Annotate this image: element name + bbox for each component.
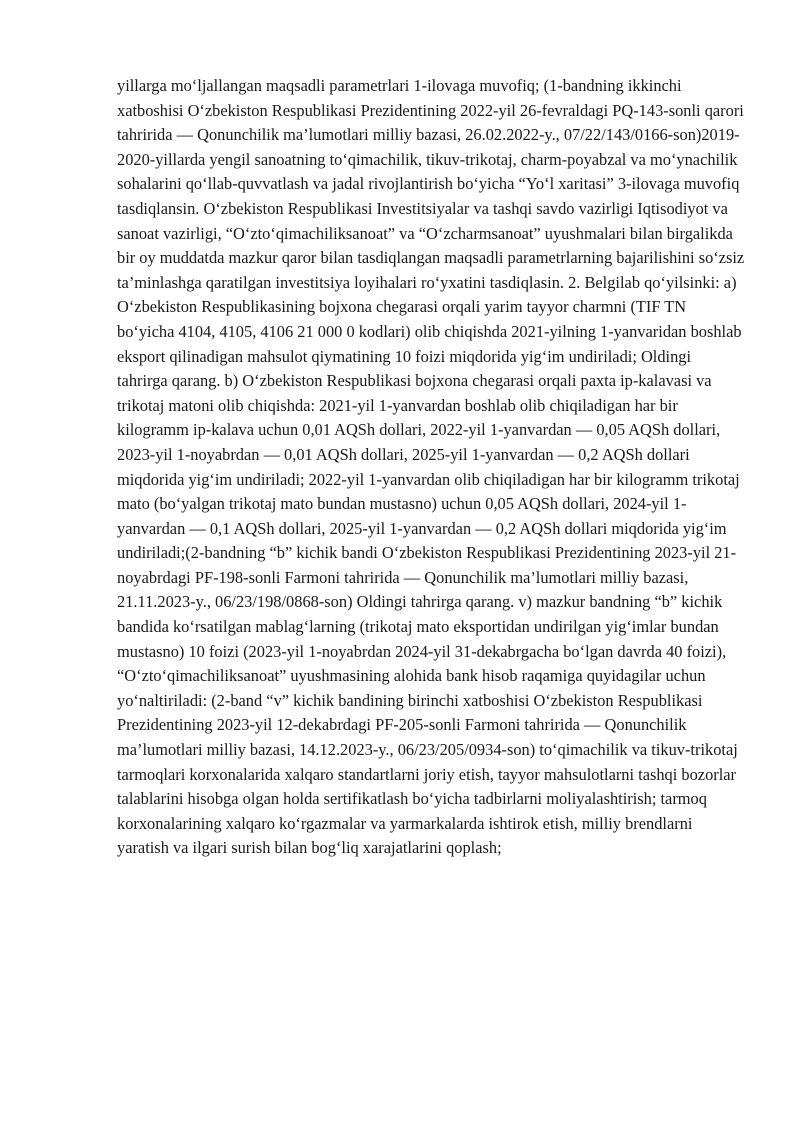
document-body-paragraph: yillarga mo‘ljallangan maqsadli parametrlari 1-ilovaga muvofiq; (1-bandning ikkinchi xatboshisi O‘zbekiston Respublikasi Prezidentining 2022-yil 26-fevraldagi PQ-143-sonli qarori tahririda — Qonunchilik ma’lumotlari milliy bazasi, 26.02.2022-y., 07/22/143/0166-son)2019-2020-yillarda yengil sanoatning to‘qimachilik, tikuv-trikotaj, charm-poyabzal va mo‘ynachilik sohalarini qo‘llab-quvvatlash va jadal rivojlantirish bo‘yicha “Yo‘l xaritasi” 3-ilovaga muvofiq tasdiqlansin. O‘zbekiston Respublikasi Investitsiyalar va tashqi savdo vazirligi Iqtisodiyot va sanoat vazirligi, “O‘zto‘qimachiliksanoat” va “O‘zcharmsanoat” uyushmalari bilan birgalikda bir oy muddatda mazkur qaror bilan tasdiqlangan maqsadli parametrlarning bajarilishini so‘zsiz ta’minlashga qaratilgan investitsiya loyihalari ro‘yxatini tasdiqlasin. 2. Belgilab qo‘yilsinki: a) O‘zbekiston Respublikasining bojxona chegarasi orqali yarim tayyor charmni (TIF TN bo‘yicha 4104, 4105, 4106 21 000 0 kodlari) olib chiqishda 2021-yilning 1-yanvaridan boshlab eksport qilinadigan mahsulot qiymatining 10 foizi miqdorida yig‘im undiriladi; Oldingi tahrirga qarang. b) O‘zbekiston Respublikasi bojxona chegarasi orqali paxta ip-kalavasi va trikotaj matoni olib chiqishda: 2021-yil 1-yanvardan boshlab olib chiqiladigan har bir kilogramm ip-kalava uchun 0,01 AQSh dollari, 2022-yil 1-yanvardan — 0,05 AQSh dollari, 2023-yil 1-noyabrdan — 0,01 AQSh dollari, 2025-yil 1-yanvardan — 0,2 AQSh dollari miqdorida yig‘im undiriladi; 2022-yil 1-yanvardan olib chiqiladigan har bir kilogramm trikotaj mato (bo‘yalgan trikotaj mato bundan mustasno) uchun 0,05 AQSh dollari, 2024-yil 1-yanvardan — 0,1 AQSh dollari, 2025-yil 1-yanvardan — 0,2 AQSh dollari miqdorida yig‘im undiriladi;(2-bandning “b” kichik bandi O‘zbekiston Respublikasi Prezidentining 2023-yil 21-noyabrdagi PF-198-sonli Farmoni tahririda — Qonunchilik ma’lumotlari milliy bazasi, 21.11.2023-y., 06/23/198/0868-son) Oldingi tahrirga qarang. v) mazkur bandning “b” kichik bandida ko‘rsatilgan mablag‘larning (trikotaj mato eksportidan undirilgan yig‘imlar bundan mustasno) 10 foizi (2023-yil 1-noyabrdan 2024-yil 31-dekabrgacha bo‘lgan davrda 40 foizi), “O‘zto‘qimachiliksanoat” uyushmasining alohida bank hisob raqamiga quyidagilar uchun yo‘naltiriladi: (2-band “v” kichik bandining birinchi xatboshisi O‘zbekiston Respublikasi Prezidentining 2023-yil 12-dekabrdagi PF-205-sonli Farmoni tahririda — Qonunchilik ma’lumotlari milliy bazasi, 14.12.2023-y., 06/23/205/0934-son) to‘qimachilik va tikuv-trikotaj tarmoqlari korxonalarida xalqaro standartlarni joriy etish, tayyor mahsulotlarni tashqi bozorlar talablarini hisobga olgan holda sertifikatlash bo‘yicha tadbirlarni moliyalashtirish; tarmoq korxonalarining xalqaro ko‘rgazmalar va yarmarkalarda ishtirok etish, milliy brendlarni yaratish va ilgari surish bilan bog‘liq xarajatlarini qoplash; [117,76,745,858]
